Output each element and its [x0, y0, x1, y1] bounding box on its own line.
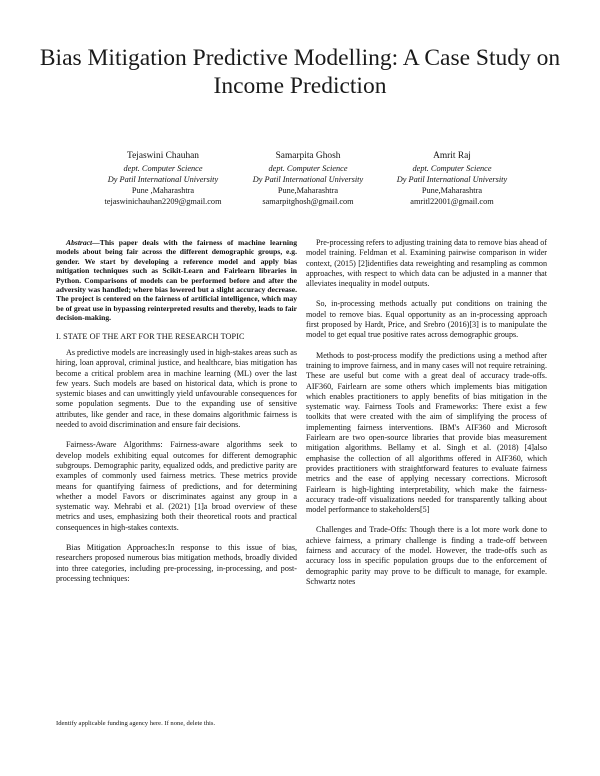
author-location: Pune,Maharashtra [277, 186, 339, 195]
paragraph: Pre-processing refers to adjusting training data to remove bias ahead of model training. Feldman et al. Examining pairwise comparison in wider context, (2015) [2]identifies data reweighting and resampling as common approaches, with respect to which data can be adjusted in a manner that alleviates inequality in model outputs. [306, 238, 547, 289]
author-name: Amrit Raj [433, 151, 471, 161]
left-column [56, 238, 297, 584]
paragraph: Challenges and Trade-Offs: Though there is a lot more work done to achieve fairness, a primary challenge is finding a trade-off between fairness and accuracy of the model. However, the trade-offs such as accuracy loss in specific population groups due to the enforcement of demographic parity may prove to be difficult to manage, for example. Schwartz notes [306, 525, 547, 586]
author-university: Dy Patil International University [107, 175, 219, 184]
abstract-label: Abstract [66, 238, 93, 247]
author-email: tejaswinichauhan2209@gmail.com [104, 197, 222, 206]
author-name: Samarpita Ghosh [275, 151, 341, 161]
section-heading: I. STATE OF THE ART FOR THE RESEARCH TOPIC [56, 331, 245, 341]
paragraph: As predictive models are increasingly used in high-stakes areas such as hiring, loan approval, criminal justice, and healthcare, bias mitigation has become a critical problem area in machine learning (ML) over the last few years. Such models are based on historical data, which is prone to systemic biases and can unwittingly yield unfavourable consequences for some population segments. Due to the expanding use of sensitive attributes, like gender and race, in these domains algorithmic fairness is needed to avoid discrimination and ensure fair decisions. [56, 347, 297, 430]
abstract-text: —This paper deals with the fairness of machine learning models about being fair across the different demographic groups, e.g. gender. We start by developing a reference model and apply bias mitigation techniques such as Scikit-Learn and Fairlearn libraries in Python. Comparisons of models can be performed before and after the adversity was handled; where bias lowered but a slight accuracy decrease. The project is centered on the fairness of artificial intelligence, which may be of great use in bypassing reinterpreted results and thereby, leads to fair decision-making. [56, 238, 297, 323]
footnote: Identify applicable funding agency here. If none, delete this. [56, 720, 216, 727]
author-university: Dy Patil International University [252, 175, 364, 184]
author-email: samarpitghosh@gmail.com [262, 197, 354, 206]
author-university: Dy Patil International University [396, 175, 508, 184]
author-email: amritl22001@gmail.com [410, 197, 494, 206]
author-name: Tejaswini Chauhan [127, 151, 199, 161]
author-location: Pune,Maharashtra [421, 186, 483, 195]
author-block-3 [357, 150, 547, 207]
paragraph: So, in-processing methods actually put conditions on training the model to remove bias. Equal opportunity as an in-processing approach first proposed by Hardt, Price, and Srebro (2016)[3] is to manipulate the model to get equal true positive rates across demographic groups. [306, 299, 547, 340]
author-dept: dept. Computer Science [412, 164, 492, 173]
author-location: Pune ,Maharashtra [131, 186, 195, 195]
paragraph: Methods to post-process modify the predictions using a method after training to improve fairness, and in many cases will not require retraining. These are useful but come with a great deal of accuracy trade-offs. AIF360, Fairlearn are some others which implements bias mitigation which enables practitioners to apply benefits of bias mitigation in the systematic way. Fairness Tools and Frameworks: There exist a few toolkits that were created with the aim of simplifying the process of implementing fairness interventions. IBM's AIF360 and Microsoft Fairlearn are two open-source libraries that provide bias measurement mitigation algorithms. Bellamy et al. Singh et al. (2018) [4]also emphasise the collection of all algorithms offered in AIF360, which provides practitioners with straightforward features to evaluate fairness metrics and the ease of applying necessary corrections. Microsoft Fairlearn is high-lighting interpretability, which make the fairness-accuracy trade-off visualizations needed for transparently talking about model performance to stakeholders[5] [306, 350, 547, 515]
author-dept: dept. Computer Science [268, 164, 348, 173]
right-column [306, 238, 547, 587]
author-dept: dept. Computer Science [123, 164, 203, 173]
paragraph: Fairness-Aware Algorithms: Fairness-aware algorithms seek to develop models exhibiting equal outcomes for different demographic subgroups. Demographic parity, equalized odds, and predictive parity are examples of commonly used fairness metrics. These metrics provide means for quantifying fairness of predictions, and for determining whether a model Favors or discriminates against any group in a systematic way. Mehrabi et al. (2021) [1]a broad overview of these metrics and uses, emphasizing both their theoretical roots and practical consequences in high-stakes contexts. [56, 440, 297, 532]
paper-title: Bias Mitigation Predictive Modelling: A Case Study on Income Prediction [39, 45, 561, 99]
abstract [56, 238, 297, 323]
paragraph: Bias Mitigation Approaches:In response to this issue of bias, researchers proposed numerous bias mitigation methods, broadly divided into three categories, including pre-processing, in-processing, and post-processing techniques: [56, 543, 297, 583]
